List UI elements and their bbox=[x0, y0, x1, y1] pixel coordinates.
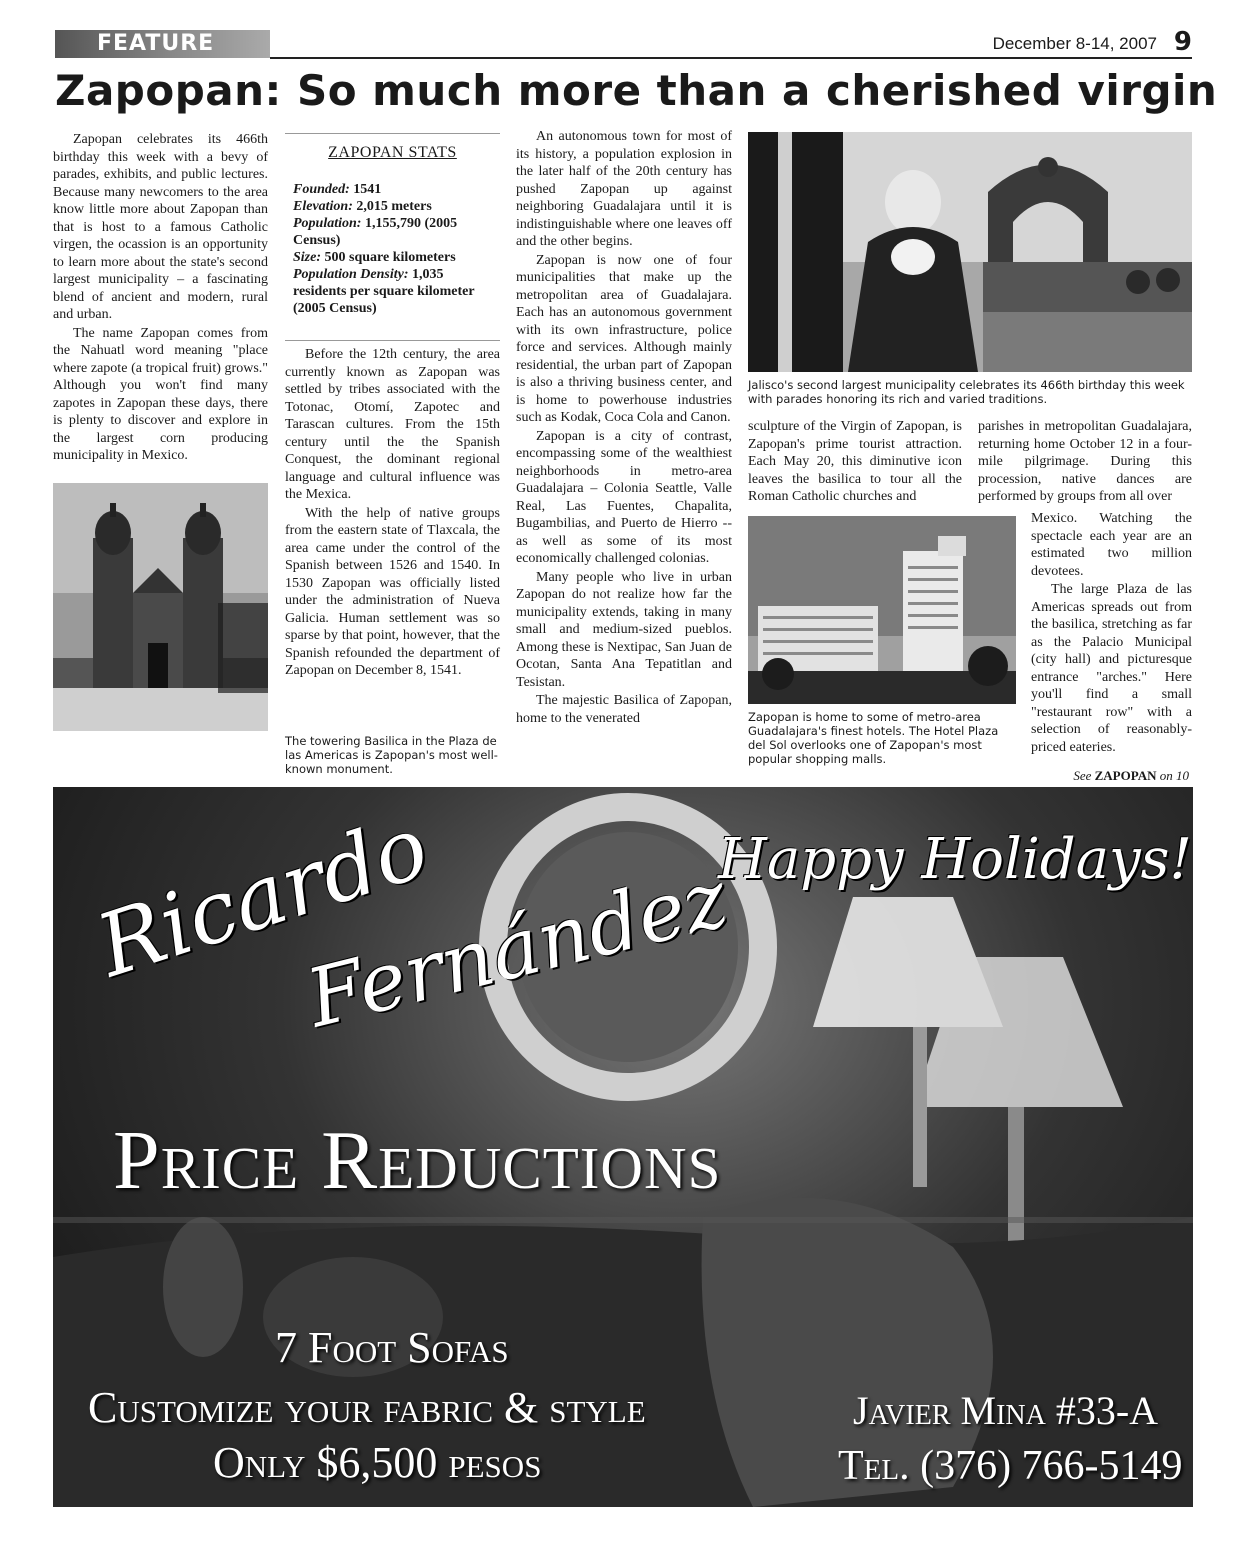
brand-first-name: Ricardo bbox=[85, 796, 440, 998]
paragraph: Zapopan celebrates its 466th birthday this week with a bevy of parades, exhibits, and public lectures. Because many newcomers to the area know little more about Zapopan than that is host to a famous Catholic virgen, the ocassion is an opportunity to learn more about the state's second largest municipality – a fascinating blend of ancient and modern, rural and urban. bbox=[53, 132, 268, 322]
article-column-1 bbox=[53, 131, 268, 465]
ad-line-price: Only $6,500 pesos bbox=[213, 1438, 542, 1487]
article-column-6 bbox=[1031, 510, 1192, 756]
stat-size: Size: 500 square kilometers bbox=[293, 250, 456, 265]
paragraph: Mexico. Watching the spectacle each year are an estimated two million devotees. bbox=[1031, 511, 1192, 579]
stat-elevation: Elevation: 2,015 meters bbox=[293, 199, 432, 214]
parade-caption: Jalisco's second largest municipality celebrates its 466th birthday this week with parades honoring its rich and varied traditions. bbox=[748, 378, 1185, 406]
ad-address: Javier Mina #33-A bbox=[853, 1388, 1159, 1433]
furniture-ad bbox=[53, 787, 1193, 1507]
stat-density: Population Density: 1,035 residents per square kilometer (2005 Census) bbox=[293, 267, 475, 316]
holiday-greeting: Happy Holidays! bbox=[718, 827, 1192, 892]
paragraph: An autonomous town for most of its history, a population explosion in the later half of the 20th century has pushed Zapopan up against neighboring Guadalajara until it is indistinguishable where one leaves off and the other begins. bbox=[516, 129, 732, 249]
paragraph: parishes in metropolitan Guadalajara, returning home October 12 in a four-mile pilgrimage. During this procession, native dances are performed by groups from all over bbox=[978, 419, 1192, 504]
article-column-4 bbox=[748, 418, 962, 506]
issue-date: December 8-14, 2007 bbox=[992, 34, 1157, 53]
basilica-photo bbox=[53, 483, 268, 731]
parade-photo bbox=[748, 132, 1192, 372]
page-number: 9 bbox=[1173, 27, 1192, 57]
stat-founded: Founded: 1541 bbox=[293, 182, 382, 197]
section-tag: FEATURE bbox=[55, 30, 270, 58]
header-rule bbox=[270, 57, 1192, 59]
article-column-2 bbox=[285, 346, 500, 680]
paragraph: The large Plaza de las Americas spreads out from the basilica, stretching as far as the Palacio Municipal (city hall) and picturesque entrance "arches." Here you'll find a small "restaurant row" with a selection of reasonably-priced eateries. bbox=[1031, 582, 1192, 755]
stat-population: Population: 1,155,790 (2005 Census) bbox=[293, 216, 458, 248]
paragraph: sculpture of the Virgin of Zapopan, is Zapopan's prime tourist attraction. Each May 20, this diminutive icon leaves the basilica to tour all the Roman Catholic churches and bbox=[748, 419, 962, 504]
ad-line-customize: Customize your fabric & style bbox=[88, 1383, 646, 1432]
ad-line-sofas: 7 Foot Sofas bbox=[275, 1323, 509, 1372]
price-reductions-headline: Price Reductions bbox=[113, 1114, 722, 1207]
brand-last-name: Fernández bbox=[298, 851, 737, 1046]
paragraph: The name Zapopan comes from the Nahuatl word meaning "place where zapote (a tropical fruit) grows." Although you won't find many zapotes in Zapopan these days, there is plenty to discover and explore in the largest corn producing municipality in Mexico. bbox=[53, 325, 268, 463]
ad-phone: Tel. (376) 766-5149 bbox=[838, 1443, 1183, 1489]
article-column-3 bbox=[516, 128, 732, 727]
article-column-5 bbox=[978, 418, 1192, 506]
paragraph: Zapopan is now one of four municipalities that make up the metropolitan area of Guadalajara. Each has an autonomous government with its own infrastructure, police force and services. Although mainly residential, the urban part of Zapopan is also a thriving business center, and is home to powerhouse industries such as Kodak, Coca Cola and Canon. bbox=[516, 252, 732, 425]
headline: Zapopan: So much more than a cherished virgin bbox=[55, 66, 1218, 115]
paragraph: The majestic Basilica of Zapopan, home to the venerated bbox=[516, 693, 732, 726]
hotel-photo bbox=[748, 516, 1016, 704]
basilica-caption: The towering Basilica in the Plaza de las Americas is Zapopan's most well-known monument. bbox=[285, 734, 498, 776]
paragraph: Many people who live in urban Zapopan do not realize how far the municipality extends, taking in many small and medium-sized pueblos. Among these is Nextipac, San Juan de Ocotan, Santa Ana Tepatitlan and Tesistan. bbox=[516, 569, 732, 690]
continued-link[interactable]: See ZAPOPAN on 10 bbox=[1073, 768, 1189, 783]
stats-title: ZAPOPAN STATS bbox=[328, 144, 457, 161]
paragraph: Zapopan is a city of contrast, encompassing some of the wealthiest neighborhoods in metro-area Guadalajara – Colonia Seattle, Valle Real, Las Fuentes, Chapalita, Bugambilias, and Puerto de Hierro -- as well as some of its most economically challenged colonias. bbox=[516, 428, 732, 566]
paragraph: With the help of native groups from the eastern state of Tlaxcala, the area came under the control of the Spanish between 1526 and 1540. In 1530 Zapopan was officially listed under the administration of Nueva Galicia. Human settlement was so sparse by that point, however, that the Spanish refounded the department of Zapopan on December 8, 1541. bbox=[285, 505, 500, 678]
stats-box bbox=[285, 133, 500, 341]
hotel-caption: Zapopan is home to some of metro-area Guadalajara's finest hotels. The Hotel Plaza del Sol overlooks one of Zapopan's most popular shopping malls. bbox=[748, 710, 999, 766]
paragraph: Before the 12th century, the area currently known as Zapopan was settled by tribes associated with the Totonac, Otomí, Zapotec and Tarascan cultures. From the 15th century until the the Spanish Conquest, the dominant regional language and cultural influence was the Mexica. bbox=[285, 347, 500, 502]
